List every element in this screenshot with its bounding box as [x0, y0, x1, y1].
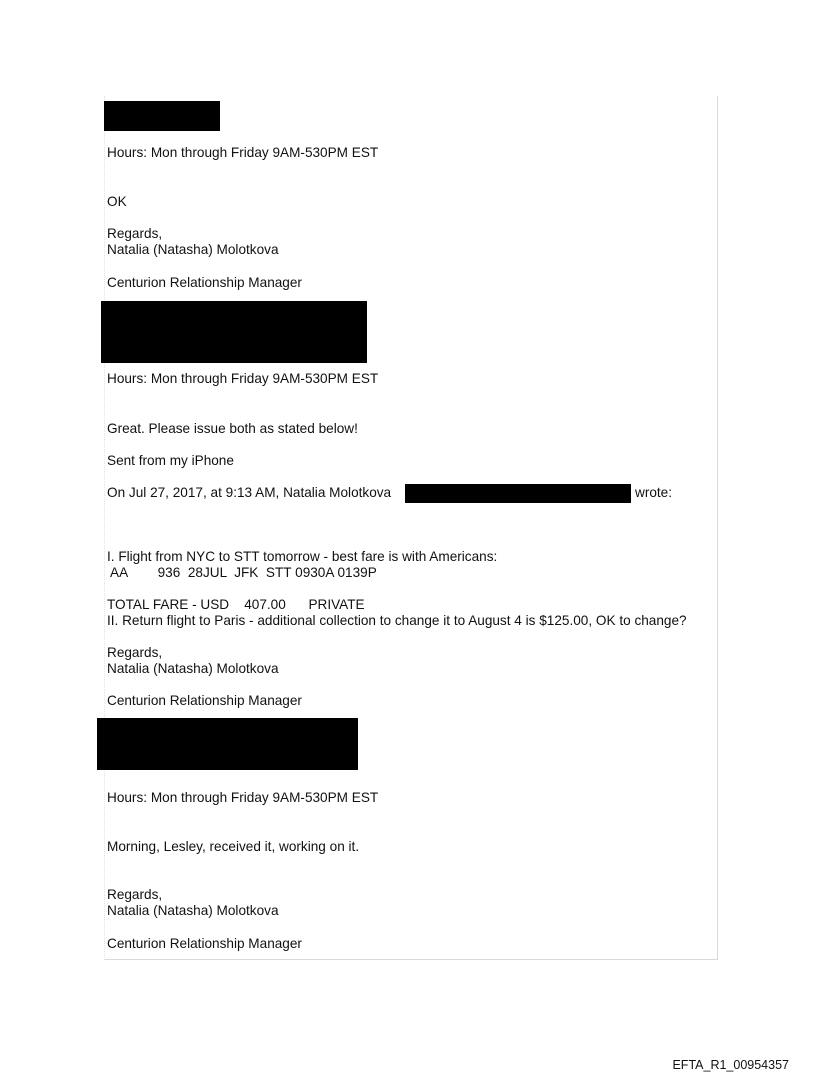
reply-text: OK [107, 194, 127, 209]
signature-name: Natalia (Natasha) Molotkova [107, 661, 279, 676]
redaction-bar [101, 301, 367, 363]
email-thread-frame [104, 96, 718, 960]
flight-line-2: AA 936 28JUL JFK STT 0930A 0139P [107, 565, 377, 580]
signature-regards: Regards, [107, 226, 163, 241]
signature-name: Natalia (Natasha) Molotkova [107, 903, 279, 918]
signature-title: Centurion Relationship Manager [107, 936, 302, 951]
redaction-bar [104, 101, 220, 131]
hours-line: Hours: Mon through Friday 9AM-530PM EST [107, 145, 379, 160]
signature-regards: Regards, [107, 887, 163, 902]
return-flight-line: II. Return flight to Paris - additional collection to change it to August 4 is $125.00, OK to change? [107, 613, 687, 628]
hours-line: Hours: Mon through Friday 9AM-530PM EST [107, 790, 379, 805]
redaction-bar [405, 484, 631, 503]
redaction-bar [97, 718, 358, 770]
signature-title: Centurion Relationship Manager [107, 693, 302, 708]
document-id: EFTA_R1_00954357 [672, 1058, 789, 1072]
sent-from-line: Sent from my iPhone [107, 453, 234, 468]
reply-text: Great. Please issue both as stated below! [107, 421, 358, 436]
hours-line: Hours: Mon through Friday 9AM-530PM EST [107, 371, 379, 386]
total-fare-line: TOTAL FARE - USD 407.00 PRIVATE [107, 597, 365, 612]
flight-line-1: I. Flight from NYC to STT tomorrow - best fare is with Americans: [107, 549, 498, 564]
signature-regards: Regards, [107, 645, 163, 660]
signature-title: Centurion Relationship Manager [107, 275, 302, 290]
quote-header-prefix: On Jul 27, 2017, at 9:13 AM, Natalia Molotkova [107, 485, 392, 500]
reply-text: Morning, Lesley, received it, working on it. [107, 839, 360, 854]
signature-name: Natalia (Natasha) Molotkova [107, 242, 279, 257]
quote-header-suffix: wrote: [635, 485, 673, 500]
